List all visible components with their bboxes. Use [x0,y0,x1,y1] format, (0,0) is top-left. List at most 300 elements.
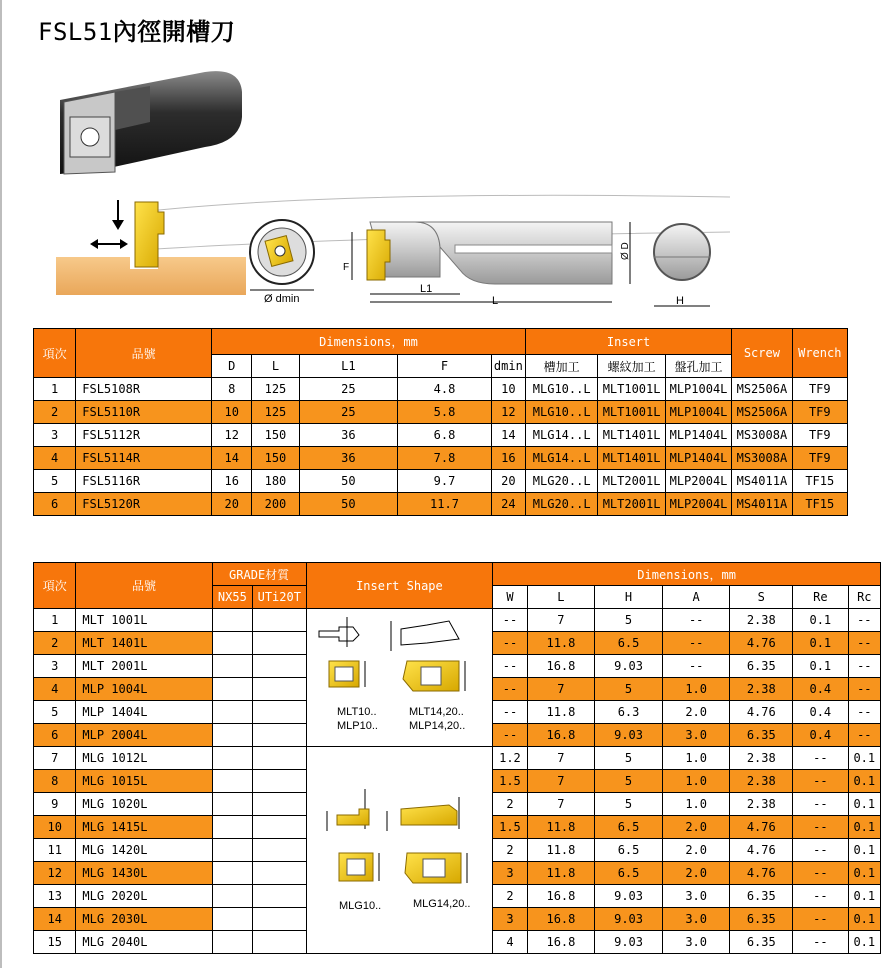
holder-cell: 180 [252,470,299,493]
insert-cell: 1.0 [662,770,730,793]
holder-row [34,470,848,493]
insert-cell: 0.1 [848,816,880,839]
col-d: D [212,355,252,378]
insert-cell: 9.03 [595,908,663,931]
holder-row [34,378,848,401]
insert-cell: 0.1 [793,609,849,632]
tool-drawing [40,62,820,324]
holder-cell: MLG10..L [525,378,597,401]
holder-cell: 25 [299,401,398,424]
insert-cell: 11.8 [527,701,595,724]
holder-cell: 6.8 [398,424,492,447]
insert-cell: 9.03 [595,655,663,678]
col-groove: 槽加工 [525,355,597,378]
holder-cell: MLT1001L [598,401,665,424]
holder-cell: 5.8 [398,401,492,424]
insert-cell: 13 [34,885,76,908]
insert-table-body [34,609,881,954]
holder-cell: MS2506A [732,401,792,424]
insert-cell: -- [493,701,527,724]
insert-cell: MLG 2020L [76,885,212,908]
insert-cell: 12 [34,862,76,885]
holder-cell: 1 [34,378,76,401]
insert-cell: -- [793,816,849,839]
insert-cell: -- [793,931,849,954]
insert-cell: 3.0 [662,724,730,747]
insert-cell: 4.76 [730,862,793,885]
insert-cell: 5 [595,793,663,816]
holder-cell: 9.7 [398,470,492,493]
d-label: Ø D [620,242,631,260]
holder-cell: MLP1004L [665,378,731,401]
holder-cell: TF9 [792,401,847,424]
holder-row [34,447,848,470]
holder-cell: 25 [299,378,398,401]
col2-grade: GRADE材質 [212,563,306,586]
insert-cell: 11.8 [527,839,595,862]
insert-cell: 2 [493,885,527,908]
grade-cell [212,655,252,678]
insert-cell: -- [662,609,730,632]
holder-cell: 2 [34,401,76,424]
insert-cell: 0.1 [848,770,880,793]
holder-cell: TF9 [792,424,847,447]
holder-cell: FSL5120R [76,493,212,516]
caption-a4: MLP14,20.. [409,720,466,732]
insert-cell: MLT 1001L [76,609,212,632]
insert-cell: 4.76 [730,632,793,655]
insert-cell: 4.76 [730,816,793,839]
insert-cell: MLG 2040L [76,931,212,954]
insert-cell: 6.5 [595,839,663,862]
insert-cell: 3 [34,655,76,678]
l-label: L [492,295,499,307]
insert-cell: -- [848,701,880,724]
col-f: F [398,355,492,378]
insert-cell: 7 [527,770,595,793]
col-l1: L1 [299,355,398,378]
insert-cell: MLP 1404L [76,701,212,724]
holder-row [34,401,848,424]
insert-cell: -- [493,655,527,678]
grade-cell [212,747,252,770]
grade-cell [253,839,307,862]
holder-cell: 12 [491,401,525,424]
insert-cell: -- [793,862,849,885]
grade-cell [253,931,307,954]
insert-cell: 9.03 [595,885,663,908]
insert-cell: 2 [34,632,76,655]
col2-item: 項次 [34,563,76,609]
insert-cell: 1.2 [493,747,527,770]
col2-nx55: NX55 [212,586,252,609]
holder-cell: 7.8 [398,447,492,470]
insert-cell: MLT 1401L [76,632,212,655]
insert-cell: MLG 1430L [76,862,212,885]
insert-cell: -- [793,839,849,862]
holder-cell: MLT1401L [598,424,665,447]
holder-cell: MLT2001L [598,493,665,516]
col-bore: 盤孔加工 [665,355,731,378]
insert-cell: MLG 1420L [76,839,212,862]
insert-cell: 7 [527,609,595,632]
insert-cell: -- [848,655,880,678]
insert-cell: 4.76 [730,839,793,862]
insert-cell: -- [848,609,880,632]
holder-cell: 125 [252,401,299,424]
insert-cell: 5 [595,770,663,793]
holder-cell: 200 [252,493,299,516]
insert-cell: 11.8 [527,632,595,655]
insert-cell: 0.1 [848,908,880,931]
insert-cell: MLG 1015L [76,770,212,793]
holder-cell: FSL5108R [76,378,212,401]
grade-cell [212,908,252,931]
insert-cell: 5 [595,747,663,770]
insert-cell: 3.0 [662,931,730,954]
insert-cell: 0.4 [793,678,849,701]
tool-figure [40,62,820,324]
caption-b2: MLG14,20.. [413,897,471,910]
holder-cell: 36 [299,424,398,447]
holder-cell: MLP1004L [665,401,731,424]
insert-cell: -- [793,908,849,931]
insert-cell: MLP 2004L [76,724,212,747]
insert-cell: 6.35 [730,931,793,954]
insert-cell: 9.03 [595,724,663,747]
grade-cell [253,678,307,701]
insert-cell: -- [662,655,730,678]
insert-cell: -- [793,747,849,770]
insert-cell: -- [793,793,849,816]
bore-end-view [250,220,314,305]
cutting-view [56,200,246,295]
holder-spec-table [33,328,848,516]
holder-cell: MS3008A [732,424,792,447]
col-dmin: dmin [491,355,525,378]
col-screw: Screw [732,329,792,378]
insert-spec-table [33,562,881,954]
insert-cell: 0.4 [793,701,849,724]
insert-cell: 8 [34,770,76,793]
insert-cell: 6.5 [595,862,663,885]
holder-cell: 20 [212,493,252,516]
holder-cell: 20 [491,470,525,493]
holder-cell: 12 [212,424,252,447]
holder-cell: MLG14..L [525,424,597,447]
insert-cell: MLG 1415L [76,816,212,839]
holder-cell: 36 [299,447,398,470]
insert-cell: 7 [527,793,595,816]
holder-cell: MLG20..L [525,470,597,493]
insert-cell: MLG 1020L [76,793,212,816]
left-border-rule [0,0,2,968]
grade-cell [212,724,252,747]
grade-cell [212,770,252,793]
holder-cell: 4.8 [398,378,492,401]
col2-re: Re [793,586,849,609]
holder-cell: MLT1401L [598,447,665,470]
caption-a2: MLT14,20.. [409,706,465,718]
grade-cell [253,816,307,839]
grade-cell [253,747,307,770]
insert-cell: 7 [527,747,595,770]
insert-cell: 7 [34,747,76,770]
title-model: FSL51 [38,18,113,46]
insert-cell: 16.8 [527,931,595,954]
holder-cell: TF15 [792,493,847,516]
col2-shape: Insert Shape [306,563,493,609]
insert-cell: 0.1 [848,885,880,908]
insert-cell: 2.0 [662,816,730,839]
holder-cell: MLT2001L [598,470,665,493]
insert-cell: 1 [34,609,76,632]
insert-cell: 1.0 [662,678,730,701]
insert-cell: 4.76 [730,701,793,724]
insert-cell: 6.35 [730,885,793,908]
insert-cell: 6.5 [595,816,663,839]
insert-cell: 2.38 [730,747,793,770]
insert-cell: 11.8 [527,816,595,839]
insert-cell: 0.4 [793,724,849,747]
col2-part: 品號 [76,563,212,609]
grade-cell [212,931,252,954]
grade-cell [212,885,252,908]
grade-cell [212,678,252,701]
col-thread: 螺紋加工 [598,355,665,378]
holder-cell: MS3008A [732,447,792,470]
insert-cell: -- [793,885,849,908]
insert-cell: 14 [34,908,76,931]
grade-cell [212,793,252,816]
insert-cell: 15 [34,931,76,954]
holder-cell: 10 [491,378,525,401]
grade-cell [253,770,307,793]
holder-cell: 50 [299,470,398,493]
insert-cell: 16.8 [527,655,595,678]
holder-cell: MS4011A [732,470,792,493]
insert-cell: -- [848,632,880,655]
insert-cell: -- [662,632,730,655]
insert-cell: 0.1 [848,747,880,770]
insert-cell: 2.38 [730,793,793,816]
insert-cell: MLT 2001L [76,655,212,678]
col2-uti20t: UTi20T [253,586,307,609]
holder-cell: MLG20..L [525,493,597,516]
insert-row [34,609,881,632]
insert-cell: 2.38 [730,609,793,632]
insert-cell: 2.38 [730,678,793,701]
insert-cell: 3.0 [662,885,730,908]
col2-w: W [493,586,527,609]
insert-cell: 6.5 [595,632,663,655]
grade-cell [212,701,252,724]
holder-cell: 150 [252,447,299,470]
insert-cell: 0.1 [848,839,880,862]
holder-cell: 14 [491,424,525,447]
holder-cell: MLP2004L [665,493,731,516]
col2-a: A [662,586,730,609]
page-title [38,12,235,47]
shank-end-view [654,224,710,307]
holder-cell: FSL5110R [76,401,212,424]
holder-table-body [34,378,848,516]
holder-cell: TF15 [792,470,847,493]
holder-cell: 50 [299,493,398,516]
col2-s: S [730,586,793,609]
holder-cell: MLG14..L [525,447,597,470]
insert-cell: 6.35 [730,908,793,931]
grade-cell [212,632,252,655]
insert-cell: 0.1 [793,632,849,655]
insert-cell: 2 [493,839,527,862]
holder-cell: 3 [34,424,76,447]
holder-cell: FSL5116R [76,470,212,493]
insert-cell: 16.8 [527,724,595,747]
shape-cell-mlg [306,747,493,954]
caption-b1: MLG10.. [339,899,382,912]
grade-cell [253,908,307,931]
col-dimensions: Dimensions，mm [212,329,526,355]
grade-cell [212,839,252,862]
insert-cell: 3 [493,908,527,931]
holder-cell: 14 [212,447,252,470]
insert-cell: 4 [34,678,76,701]
holder-cell: TF9 [792,378,847,401]
holder-cell: 11.7 [398,493,492,516]
insert-cell: 9.03 [595,931,663,954]
col-part: 品號 [76,329,212,378]
holder-cell: 125 [252,378,299,401]
holder-row [34,493,848,516]
insert-cell: 11.8 [527,862,595,885]
col-item: 項次 [34,329,76,378]
holder-cell: 16 [491,447,525,470]
insert-cell: 0.1 [793,655,849,678]
insert-cell: -- [493,632,527,655]
col2-l: L [527,586,595,609]
holder-cell: MLP1404L [665,424,731,447]
holder-cell: 5 [34,470,76,493]
holder-cell: MS2506A [732,378,792,401]
dmin-label: Ø dmin [264,293,300,305]
insert-cell: -- [493,609,527,632]
grade-cell [253,609,307,632]
holder-cell: FSL5112R [76,424,212,447]
holder-cell: MLT1001L [598,378,665,401]
caption-a1: MLT10.. [337,706,377,718]
insert-cell: MLG 1012L [76,747,212,770]
insert-cell: 3.0 [662,908,730,931]
holder-cell: MLP2004L [665,470,731,493]
col2-h: H [595,586,663,609]
insert-cell: 1.5 [493,816,527,839]
f-label: F [343,262,350,273]
insert-cell: 6 [34,724,76,747]
grade-cell [253,793,307,816]
insert-cell: MLG 2030L [76,908,212,931]
grade-cell [253,862,307,885]
h-label: H [676,295,684,307]
col-wrench: Wrench [792,329,847,378]
insert-cell: 5 [34,701,76,724]
insert-cell: 2.0 [662,839,730,862]
insert-cell: -- [848,678,880,701]
shape-cell-mlt-mlp [306,609,493,747]
insert-cell: 6.3 [595,701,663,724]
holder-cell: 6 [34,493,76,516]
title-name: 內徑開槽刀 [112,18,236,46]
insert-cell: 6.35 [730,724,793,747]
holder-cell: 10 [212,401,252,424]
insert-cell: 2.0 [662,701,730,724]
col2-rc: Rc [848,586,880,609]
insert-cell: -- [493,724,527,747]
holder-cell: 24 [491,493,525,516]
holder-row [34,424,848,447]
insert-cell: 6.35 [730,655,793,678]
insert-cell: -- [848,724,880,747]
holder-cell: MLP1404L [665,447,731,470]
insert-cell: 2 [493,793,527,816]
caption-a3: MLP10.. [337,720,379,732]
holder-cell: FSL5114R [76,447,212,470]
side-view [343,222,631,307]
insert-cell: 2.0 [662,862,730,885]
insert-cell: 11 [34,839,76,862]
grade-cell [253,655,307,678]
insert-cell: 0.1 [848,862,880,885]
insert-cell: 16.8 [527,885,595,908]
tool-photo [60,71,242,174]
insert-cell: -- [493,678,527,701]
insert-cell: -- [793,770,849,793]
grade-cell [253,632,307,655]
insert-cell: 5 [595,609,663,632]
insert-cell: 7 [527,678,595,701]
insert-row [34,747,881,770]
holder-cell: 150 [252,424,299,447]
insert-cell: 0.1 [848,931,880,954]
insert-cell: MLP 1004L [76,678,212,701]
insert-cell: 4 [493,931,527,954]
l1-label: L1 [420,283,433,295]
col2-dimensions: Dimensions，mm [493,563,881,586]
holder-cell: 8 [212,378,252,401]
insert-cell: 2.38 [730,770,793,793]
grade-cell [253,724,307,747]
insert-cell: 16.8 [527,908,595,931]
col-l: L [252,355,299,378]
insert-cell: 1.0 [662,747,730,770]
holder-cell: MS4011A [732,493,792,516]
insert-cell: 1.5 [493,770,527,793]
holder-cell: MLG10..L [525,401,597,424]
grade-cell [253,885,307,908]
grade-cell [212,862,252,885]
insert-cell: 10 [34,816,76,839]
grade-cell [253,701,307,724]
insert-shape-mlt-mlp [309,611,489,741]
grade-cell [212,816,252,839]
col-insert: Insert [525,329,731,355]
insert-shape-mlg [309,749,489,949]
insert-cell: 9 [34,793,76,816]
holder-cell: 4 [34,447,76,470]
insert-cell: 3 [493,862,527,885]
insert-cell: 5 [595,678,663,701]
grade-cell [212,609,252,632]
